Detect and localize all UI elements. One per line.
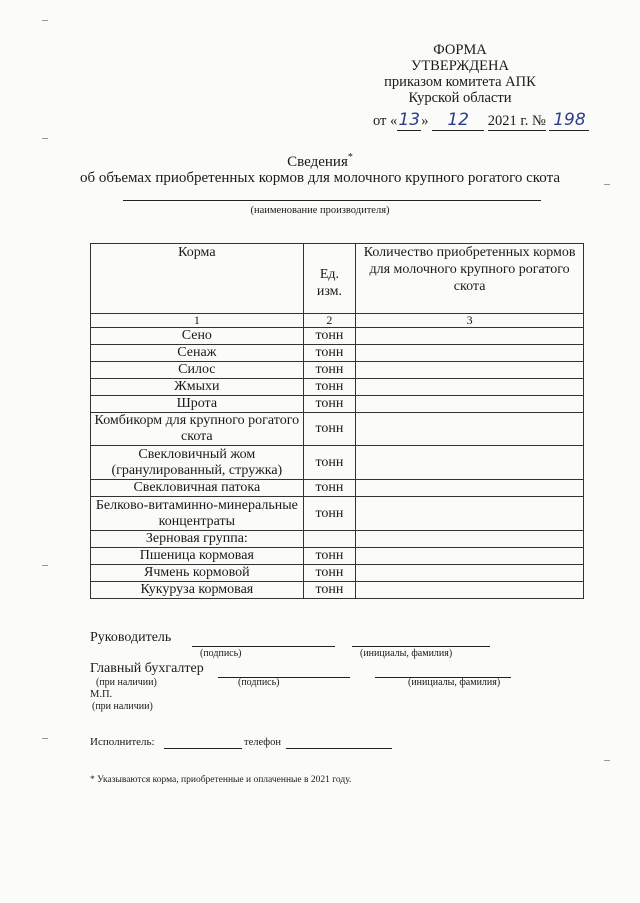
accountant-label: Главный бухгалтер	[90, 661, 204, 676]
feed-name-cell: Свекловичный жом (гранулированный, стружка)	[91, 446, 304, 480]
scan-mark	[42, 738, 48, 739]
feed-name-cell: Ячмень кормовой	[91, 565, 304, 582]
form-label: ФОРМА	[433, 42, 487, 58]
order-mid: »	[421, 113, 429, 129]
quantity-cell[interactable]	[356, 379, 584, 396]
unit-cell: тонн	[303, 328, 356, 345]
scan-mark	[42, 565, 48, 566]
producer-name-line[interactable]	[123, 200, 541, 201]
feed-name-cell: Зерновая группа:	[91, 531, 304, 548]
header-quantity: Количество приобретенных кормов для молочного крупного рогатого скота	[356, 244, 584, 314]
head-signature-line[interactable]	[192, 646, 335, 647]
quantity-cell[interactable]	[356, 345, 584, 362]
table-row	[91, 379, 584, 396]
feed-name-cell: Силос	[91, 362, 304, 379]
phone-label: телефон	[244, 737, 281, 748]
order-year: 2021 г. №	[487, 113, 546, 129]
unit-cell: тонн	[303, 497, 356, 531]
accountant-initials-caption: (инициалы, фамилия)	[408, 677, 501, 688]
feed-name-cell: Кукуруза кормовая	[91, 582, 304, 599]
unit-cell: тонн	[303, 396, 356, 413]
table-row	[91, 565, 584, 582]
quantity-cell[interactable]	[356, 531, 584, 548]
unit-cell: тонн	[303, 379, 356, 396]
quantity-cell[interactable]	[356, 480, 584, 497]
head-initials-caption: (инициалы, фамилия)	[360, 648, 453, 659]
executor-line[interactable]	[164, 748, 242, 749]
quantity-cell[interactable]	[356, 446, 584, 480]
document-subtitle: об объемах приобретенных кормов для молочного крупного рогатого скота	[79, 170, 561, 186]
approved-by: приказом комитета АПК	[384, 74, 536, 90]
feed-name-cell: Шрота	[91, 396, 304, 413]
table-row	[91, 582, 584, 599]
feed-name-cell: Пшеница кормовая	[91, 548, 304, 565]
table-row	[91, 362, 584, 379]
order-line	[373, 110, 589, 131]
approved-label: УТВЕРЖДЕНА	[411, 58, 509, 74]
column-number: 2	[303, 314, 356, 328]
quantity-cell[interactable]	[356, 548, 584, 565]
unit-cell	[303, 531, 356, 548]
head-label: Руководитель	[90, 630, 172, 645]
order-day: 13	[398, 110, 421, 130]
unit-cell: тонн	[303, 345, 356, 362]
scan-mark	[604, 760, 610, 761]
accountant-signature-caption: (подпись)	[238, 677, 280, 688]
feed-name-cell: Сено	[91, 328, 304, 345]
stamp-label: М.П.	[90, 689, 113, 700]
producer-caption: (наименование производителя)	[250, 205, 390, 216]
title-asterisk: *	[347, 152, 353, 163]
table-row	[91, 531, 584, 548]
accountant-if-any: (при наличии)	[96, 677, 157, 688]
quantity-cell[interactable]	[356, 565, 584, 582]
column-number: 1	[91, 314, 304, 328]
approved-region: Курской области	[408, 90, 512, 106]
column-numbers-row	[91, 314, 584, 328]
approval-block	[360, 42, 560, 106]
table-row	[91, 480, 584, 497]
unit-cell: тонн	[303, 548, 356, 565]
order-prefix: от «	[373, 113, 398, 129]
executor-label: Исполнитель:	[90, 736, 155, 748]
feed-name-cell: Комбикорм для крупного рогатого скота	[91, 413, 304, 446]
title-text: Сведения	[287, 154, 348, 170]
quantity-cell[interactable]	[356, 362, 584, 379]
scan-mark	[42, 138, 48, 139]
quantity-cell[interactable]	[356, 413, 584, 446]
order-number: 198	[549, 110, 589, 131]
quantity-cell[interactable]	[356, 497, 584, 531]
unit-cell: тонн	[303, 446, 356, 480]
footnote: * Указываются корма, приобретенные и оплаченные в 2021 году.	[90, 775, 352, 785]
header-unit: Ед. изм.	[303, 244, 356, 314]
document-title	[0, 152, 640, 171]
table-header-row	[91, 244, 584, 314]
feed-name-cell: Сенаж	[91, 345, 304, 362]
order-month: 12	[432, 110, 484, 131]
table-row	[91, 328, 584, 345]
stamp-if-any: (при наличии)	[92, 701, 153, 712]
feed-name-cell: Жмыхи	[91, 379, 304, 396]
table-row	[91, 497, 584, 531]
quantity-cell[interactable]	[356, 582, 584, 599]
quantity-cell[interactable]	[356, 328, 584, 345]
quantity-cell[interactable]	[356, 396, 584, 413]
feeds-table	[90, 243, 584, 599]
feed-name-cell: Свекловичная патока	[91, 480, 304, 497]
phone-line[interactable]	[286, 748, 392, 749]
table-row	[91, 413, 584, 446]
table-row	[91, 446, 584, 480]
table-row	[91, 396, 584, 413]
unit-cell: тонн	[303, 362, 356, 379]
table-row	[91, 548, 584, 565]
scan-mark	[42, 20, 48, 21]
unit-cell: тонн	[303, 582, 356, 599]
unit-cell: тонн	[303, 565, 356, 582]
table-row	[91, 345, 584, 362]
unit-cell: тонн	[303, 480, 356, 497]
head-signature-caption: (подпись)	[200, 648, 242, 659]
header-feeds: Корма	[91, 244, 304, 314]
head-initials-line[interactable]	[352, 646, 490, 647]
column-number: 3	[356, 314, 584, 328]
feed-name-cell: Белково-витаминно-минеральные концентраты	[91, 497, 304, 531]
unit-cell: тонн	[303, 413, 356, 446]
